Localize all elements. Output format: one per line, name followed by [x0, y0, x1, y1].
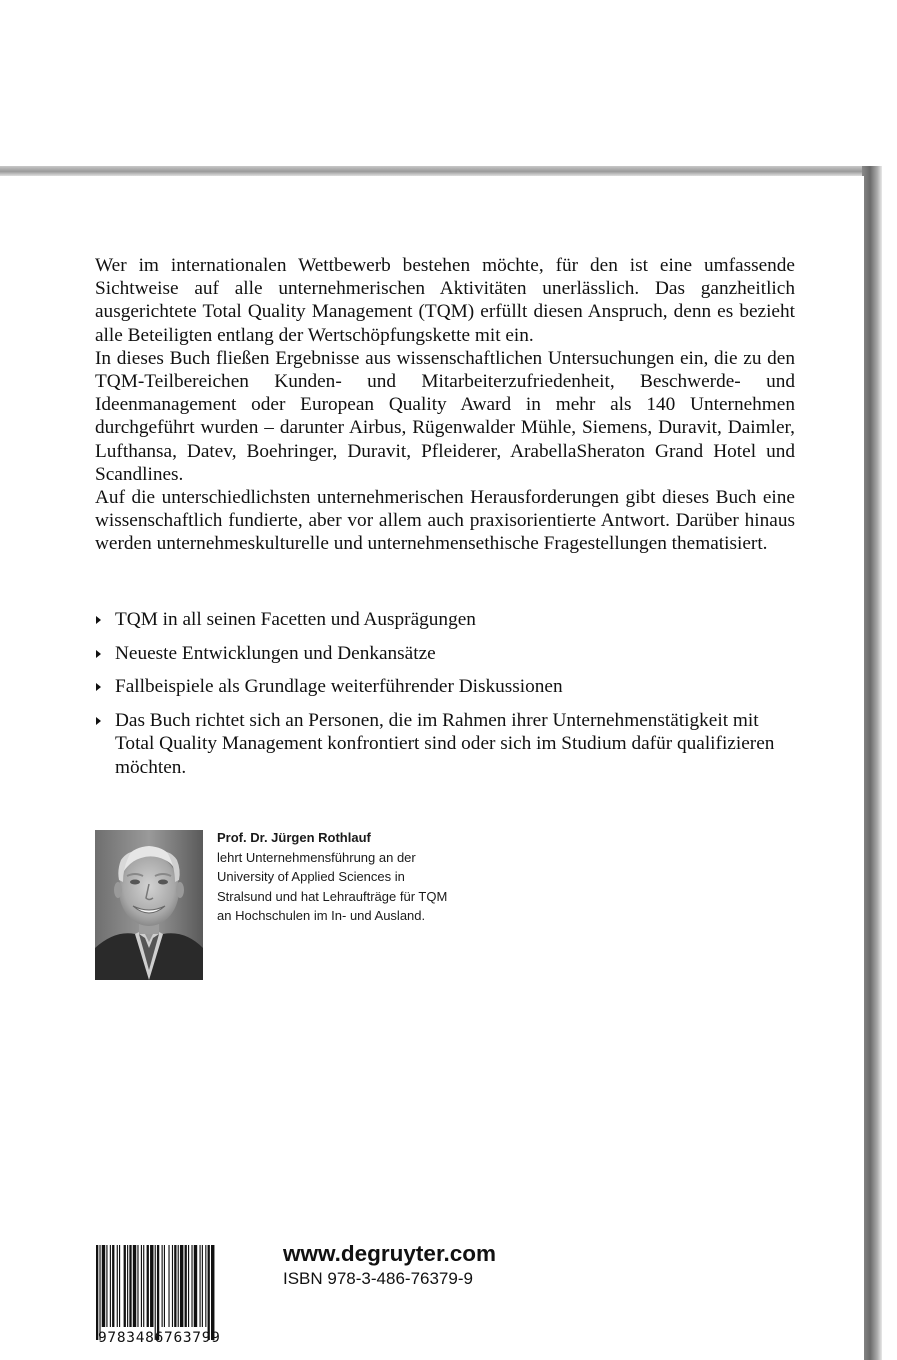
barcode-bar	[194, 1245, 197, 1327]
barcode-bar	[178, 1245, 179, 1327]
barcode-bar	[99, 1245, 100, 1340]
barcode-bar	[124, 1245, 126, 1327]
barcode-bar	[143, 1245, 144, 1327]
publisher-url[interactable]: www.degruyter.com	[283, 1241, 496, 1266]
barcode-bar	[117, 1245, 118, 1327]
list-item	[95, 642, 795, 665]
barcode-bar	[96, 1245, 98, 1340]
barcode-bar	[200, 1245, 201, 1327]
barcode-bar	[110, 1245, 111, 1327]
barcode-bar	[106, 1245, 107, 1327]
list-item-text: Neueste Entwicklungen und Denkansätze	[115, 642, 436, 664]
triangle-bullet-icon	[96, 717, 101, 725]
author-name: Prof. Dr. Jürgen Rothlauf	[217, 830, 371, 845]
barcode-bar	[147, 1245, 149, 1327]
author-portrait-icon	[95, 830, 203, 980]
author-photo	[95, 830, 203, 980]
list-item-text: Fallbeispiele als Grundlage weiterführender Diskussionen	[115, 676, 563, 698]
list-item-text: TQM in all seinen Facetten und Ausprägungen	[115, 609, 476, 630]
barcode-bar	[191, 1245, 192, 1327]
barcode-bar	[157, 1245, 159, 1340]
triangle-bullet-icon	[96, 616, 101, 624]
list-item	[95, 709, 795, 779]
barcode-digits: 9783486763799	[98, 1330, 221, 1346]
barcode-bar	[162, 1245, 163, 1327]
barcode-bar	[188, 1245, 189, 1327]
barcode-bar	[168, 1245, 169, 1327]
barcode-bar	[137, 1245, 138, 1327]
isbn: ISBN 978-3-486-76379-9	[283, 1269, 473, 1288]
barcode-bar	[150, 1245, 153, 1327]
barcode-bar	[102, 1245, 105, 1327]
barcode-bar	[185, 1245, 187, 1327]
barcode-bar	[172, 1245, 173, 1327]
barcode-bar	[164, 1245, 165, 1327]
list-item	[95, 675, 795, 698]
barcode-bar	[133, 1245, 136, 1327]
blurb-paragraph: Auf die unterschiedlichsten unternehmerischen Herausforderungen gibt dieses Buch eine wissenschaftlich fundierte, aber vor allem auch praxisorientierte Antwort. Darüber hinaus werden unternehmeskulturelle und unternehmensethische Fragestellungen thematisiert.	[95, 487, 795, 555]
author-bio	[217, 828, 457, 926]
feature-list	[95, 608, 795, 789]
barcode-bar	[180, 1245, 183, 1327]
barcode-bar	[112, 1245, 114, 1327]
blurb-paragraph: In dieses Buch fließen Ergebnisse aus wissenschaftlichen Untersuchungen ein, die zu den TQM-Teilbereichen Kunden- und Mitarbeiterzufriedenheit, Beschwerde- und Ideenmanagement oder European Quality Award in mehr als 140 Unternehmen durchgeführt wurden – darunter Airbus, Rügenwalder Mühle, Siemens, Duravit, Daimler, Lufthansa, Datev, Boehringer, Duravit, Pfleiderer, ArabellaSheraton Grand Hotel und Scandlines.	[95, 347, 795, 485]
barcode-bar	[141, 1245, 142, 1327]
barcode-bar	[208, 1245, 210, 1340]
barcode-bar	[129, 1245, 131, 1327]
barcode-bar	[127, 1245, 128, 1327]
barcode-bar	[119, 1245, 120, 1327]
triangle-bullet-icon	[96, 683, 101, 691]
barcode-bar	[174, 1245, 176, 1327]
author-description: lehrt Unternehmensführung an der University of Applied Sciences in Stralsund und hat Lehraufträge für TQM an Hochschulen im In- und Ausland.	[217, 849, 448, 923]
triangle-bullet-icon	[96, 650, 101, 658]
barcode-bar	[202, 1245, 203, 1327]
cover-right-shadow	[862, 166, 882, 1360]
barcode-bar	[155, 1245, 156, 1340]
barcode-bar	[211, 1245, 214, 1340]
list-item-text: Das Buch richtet sich an Personen, die im Rahmen ihrer Unternehmenstätigkeit mit Total Quality Management konfrontiert sind oder sich im Studium dafür qualifizieren möchten.	[115, 710, 775, 778]
blurb-paragraph: Wer im internationalen Wettbewerb bestehen möchte, für den ist eine umfassende Sichtweise auf alle unternehmerischen Aktivitäten unerlässlich. Das ganzheitlich ausgerichtete Total Quality Management (TQM) erfüllt diesen Anspruch, denn es bezieht alle Beteiligten entlang der Wertschöpfungskette mit ein.	[95, 255, 795, 346]
blurb	[95, 254, 795, 556]
barcode-bar	[205, 1245, 206, 1327]
list-item	[95, 608, 795, 631]
